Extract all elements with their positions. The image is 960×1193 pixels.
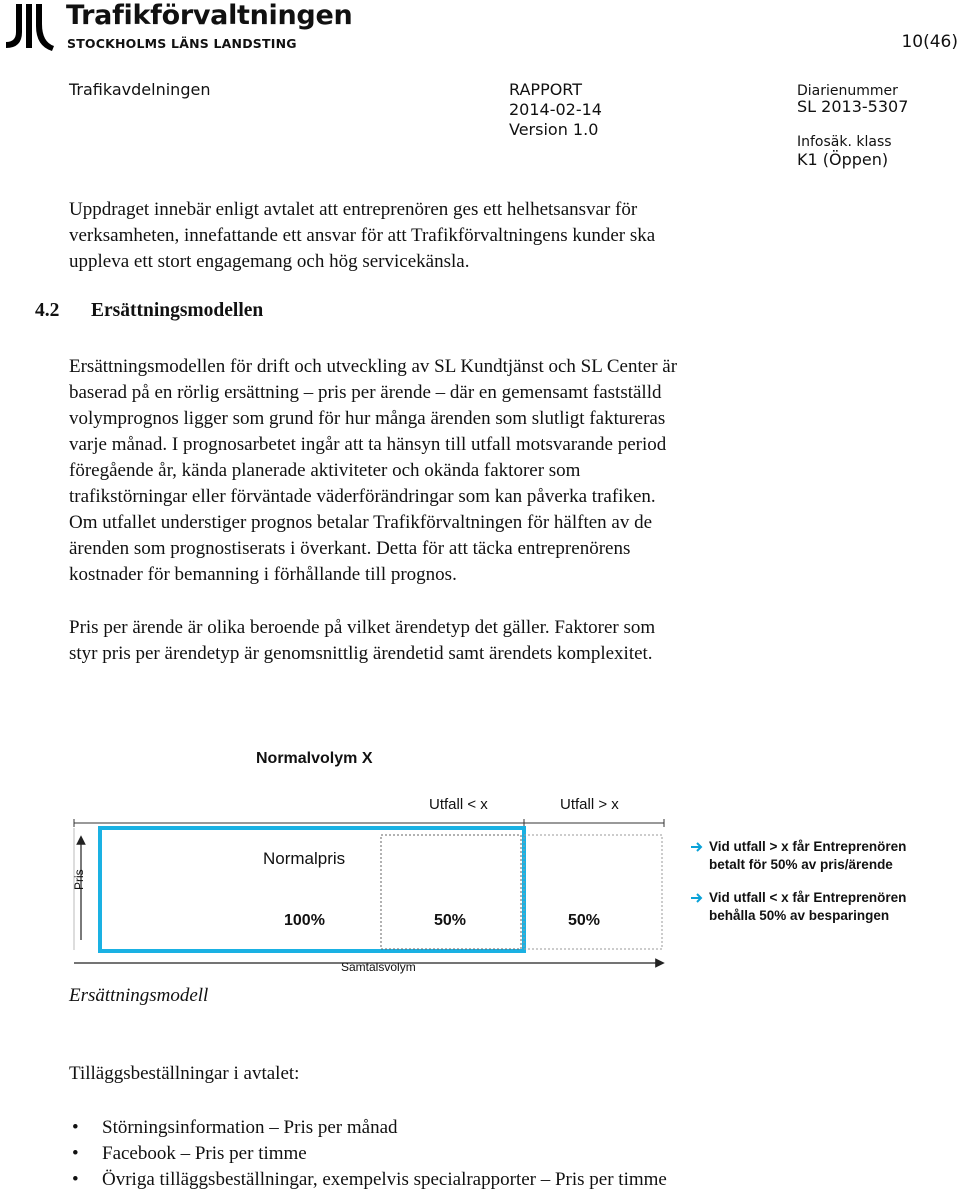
- diagram-title: Normalvolym X: [256, 750, 373, 767]
- bullet-icon: •: [72, 1169, 79, 1190]
- paragraph-line: volymprognos ligger som grund för hur många ärenden som slutligt faktureras: [69, 408, 666, 429]
- bullet-icon: •: [72, 1117, 79, 1138]
- department: Trafikavdelningen: [69, 80, 211, 99]
- infosak-value: K1 (Öppen): [797, 150, 889, 169]
- note-2-line: behålla 50% av besparingen: [709, 908, 890, 923]
- note-1-line: betalt för 50% av pris/ärende: [709, 857, 893, 872]
- intro-paragraph: [69, 197, 809, 275]
- doc-type: RAPPORT: [509, 80, 583, 99]
- figure-caption: Ersättningsmodell: [69, 985, 209, 1006]
- paragraph-line: trafikstörningar eller förväntade väderförändringar som kan påverka trafiken.: [69, 486, 656, 507]
- pct-lower: 50%: [434, 912, 467, 929]
- paragraph-line: Ersättningsmodellen för drift och utveckling av SL Kundtjänst och SL Center är: [69, 356, 678, 377]
- logo: [2, 0, 353, 54]
- note-2: [709, 889, 906, 925]
- doc-date: 2014-02-14: [509, 100, 602, 119]
- note-2-line: Vid utfall < x får Entreprenören: [709, 890, 907, 905]
- compensation-diagram: [0, 740, 960, 980]
- additions-title: Tilläggsbeställningar i avtalet:: [69, 1063, 300, 1084]
- list-item: • Övriga tilläggsbeställningar, exempelvis specialrapporter – Pris per timme: [72, 1167, 667, 1193]
- list-item: • Störningsinformation – Pris per månad: [72, 1115, 398, 1141]
- normal-price-box: [100, 828, 524, 951]
- list-item: • Facebook – Pris per timme: [72, 1141, 307, 1167]
- paragraph-line: kostnader för bemanning i förhållande till prognos.: [69, 564, 457, 585]
- note-1-line: Vid utfall > x får Entreprenören: [709, 839, 907, 854]
- intro-line: verksamheten, innefattande ett ansvar för att Trafikförvaltningens kunder ska: [69, 225, 656, 246]
- section-number: 4.2: [35, 300, 60, 321]
- x-axis-label: Samtalsvolym: [341, 960, 416, 974]
- bullet-icon: •: [72, 1143, 79, 1164]
- diarienummer-label: Diarienummer: [797, 83, 898, 99]
- logo-mark-icon: [2, 2, 54, 52]
- pct-normal: 100%: [284, 912, 325, 929]
- logo-name: Trafikförvaltningen: [66, 0, 353, 31]
- right-arrow-icon: [690, 891, 704, 905]
- paragraph-line: varje månad. I prognosarbetet ingår att ta hänsyn till utfall motsvarande period: [69, 434, 667, 455]
- doc-version: Version 1.0: [509, 120, 599, 139]
- note-1: [709, 838, 906, 874]
- section-title: Ersättningsmodellen: [91, 300, 264, 321]
- price-paragraph: [69, 615, 809, 667]
- model-paragraph: [69, 354, 809, 588]
- infosak-label: Infosäk. klass: [797, 134, 892, 150]
- page-number: 10(46): [901, 32, 958, 52]
- intro-line: uppleva ett stort engagemang och hög servicekänsla.: [69, 251, 470, 272]
- intro-line: Uppdraget innebär enligt avtalet att entreprenören ges ett helhetsansvar för: [69, 199, 638, 220]
- label-utfall-gt: Utfall > x: [560, 796, 619, 813]
- section-heading: [35, 300, 263, 322]
- paragraph-line: föregående år, kända planerade aktiviteter och okända faktorer som: [69, 460, 581, 481]
- paragraph-line: ärenden som prognostiserats i överkant. Detta för att täcka entreprenörens: [69, 538, 631, 559]
- label-utfall-lt: Utfall < x: [429, 796, 488, 813]
- right-arrow-icon: [690, 840, 704, 854]
- logo-subtitle: STOCKHOLMS LÄNS LANDSTING: [67, 36, 297, 51]
- box-label: Normalpris: [263, 849, 346, 868]
- pct-upper: 50%: [568, 912, 601, 929]
- paragraph-line: styr pris per ärendetyp är genomsnittlig ärendetid samt ärendets komplexitet.: [69, 643, 653, 664]
- paragraph-line: baserad på en rörlig ersättning – pris per ärende – där en gemensamt fastställd: [69, 382, 662, 403]
- y-axis-label: Pris: [72, 869, 86, 890]
- diarienummer-value: SL 2013-5307: [797, 97, 909, 116]
- paragraph-line: Om utfallet understiger prognos betalar Trafikförvaltningen för hälften av de: [69, 512, 653, 533]
- upper-segment-box: [524, 835, 662, 949]
- lower-segment-box: [381, 835, 521, 949]
- paragraph-line: Pris per ärende är olika beroende på vilket ärendetyp det gäller. Faktorer som: [69, 617, 656, 638]
